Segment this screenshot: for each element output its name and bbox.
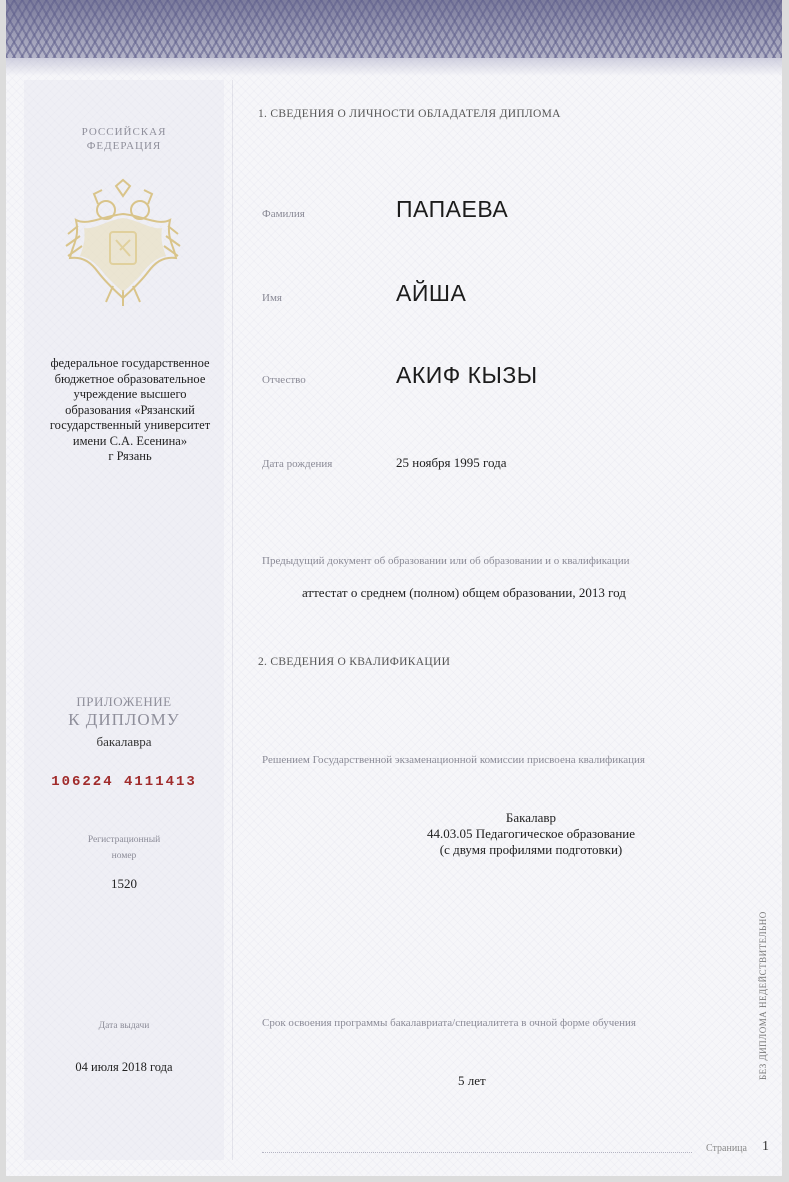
- patronymic-value: АКИФ КЫЗЫ: [396, 362, 538, 388]
- diploma-appendix-sheet: [6, 0, 782, 1176]
- qualification-title: Бакалавр: [505, 810, 557, 825]
- previous-document-label: Предыдущий документ об образовании или об образовании и о квалификации: [262, 555, 630, 567]
- validity-note: БЕЗ ДИПЛОМА НЕДЕЙСТВИТЕЛЬНО: [758, 911, 768, 1080]
- qualification-block: [366, 810, 696, 858]
- qualification-program: 44.03.05 Педагогическое образование: [426, 826, 636, 841]
- registration-number: 1520: [111, 876, 137, 891]
- surname-value: ПАПАЕВА: [396, 196, 509, 222]
- qualification-profile: (с двумя профилями подготовки): [439, 842, 623, 857]
- page-number: 1: [762, 1139, 769, 1154]
- registration-label: Регистрационный номер: [87, 835, 161, 861]
- page-label: Страница: [706, 1143, 747, 1154]
- section-2-title: 2. СВЕДЕНИЯ О КВАЛИФИКАЦИИ: [258, 656, 451, 668]
- name-value: АЙША: [396, 280, 467, 306]
- left-divider: [232, 80, 233, 1160]
- country-name: РОССИЙСКАЯ ФЕДЕРАЦИЯ: [81, 126, 167, 152]
- surname-label: Фамилия: [262, 208, 305, 220]
- coat-of-arms-icon: [58, 176, 188, 311]
- guilloche-border: [6, 0, 782, 58]
- serial-number: 106224 4111413: [51, 774, 197, 790]
- previous-document-value: аттестат о среднем (полном) общем образовании, 2013 год: [302, 585, 626, 600]
- footer-line: [262, 1152, 692, 1153]
- patronymic-label: Отчество: [262, 374, 306, 386]
- birth-date-label: Дата рождения: [262, 458, 333, 470]
- appendix-title-line2: К ДИПЛОМУ: [68, 710, 180, 729]
- guilloche-fade: [6, 58, 782, 76]
- name-label: Имя: [262, 292, 282, 304]
- birth-date-value: 25 ноября 1995 года: [396, 455, 507, 470]
- issue-date: 04 июля 2018 года: [75, 1060, 173, 1074]
- issue-date-label: Дата выдачи: [98, 1021, 150, 1031]
- appendix-title-line1: ПРИЛОЖЕНИЕ: [76, 694, 172, 709]
- study-term-label: Срок освоения программы бакалавриата/специалитета в очной форме обучения: [262, 1017, 636, 1029]
- study-term-value: 5 лет: [458, 1073, 486, 1088]
- qualification-decision-label: Решением Государственной экзаменационной комиссии присвоена квалификация: [262, 754, 645, 766]
- degree-level: бакалавра: [96, 734, 152, 749]
- section-1-title: 1. СВЕДЕНИЯ О ЛИЧНОСТИ ОБЛАДАТЕЛЯ ДИПЛОМА: [258, 108, 561, 120]
- institution-name: федеральное государственное бюджетное образовательное учреждение высшего образования «Рязанский государственный университет имени С.А. Есенина» г Рязань: [49, 356, 211, 463]
